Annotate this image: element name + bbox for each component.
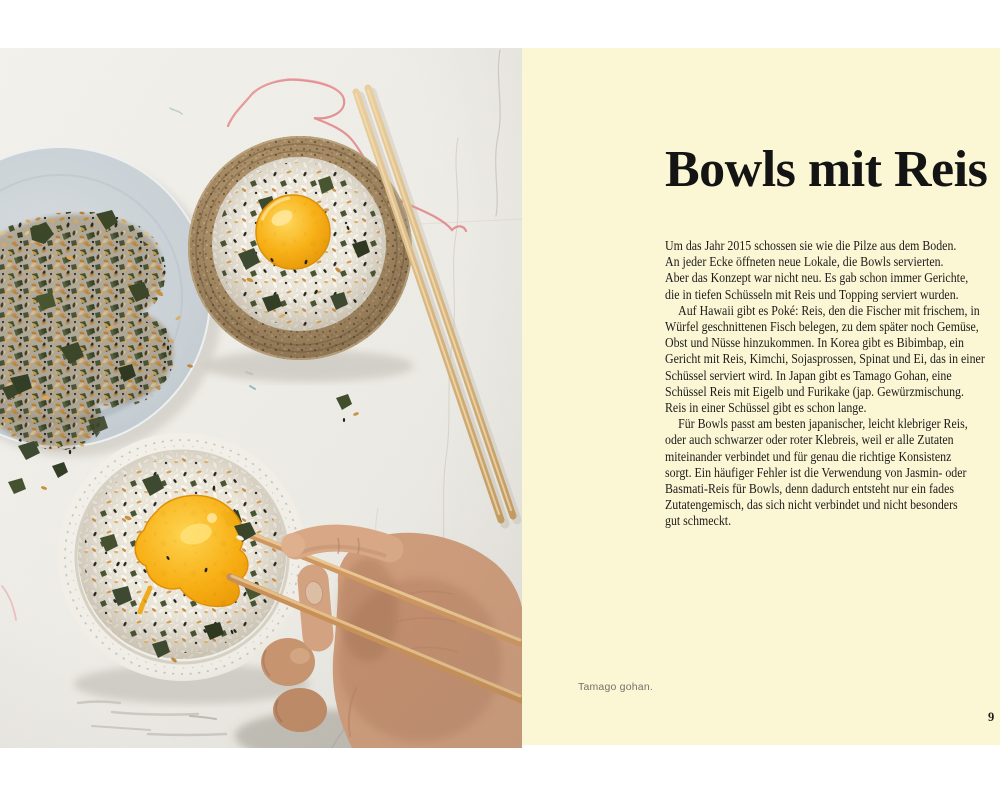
body-line: Würfel geschnittenen Fisch belegen, zu dem später noch Gemüse, (665, 319, 979, 335)
body-line: Auf Hawaii gibt es Poké: Reis, den die Fischer mit frischem, in (678, 302, 980, 318)
body-line: Aber das Konzept war nicht neu. Es gab schon immer Gerichte, (665, 270, 969, 286)
photo-caption: Tamago gohan. (578, 681, 653, 693)
body-line: Zutatengemisch, das sich nicht verbindet und nicht besonders (665, 497, 958, 513)
body-line: Basmati-Reis für Bowls, denn dadurch entsteht nur ein fades (665, 481, 955, 497)
page-number: 9 (988, 710, 995, 724)
body-line: die in tiefen Schüsseln mit Reis und Topping serviert wurden. (665, 286, 959, 302)
body-line: An jeder Ecke öffneten neue Lokale, die Bowls servierten. (665, 254, 944, 270)
body-line: Gericht mit Reis, Kimchi, Sojasprossen, Spinat und Ei, das in einer (665, 351, 985, 367)
body-line: miteinander verbindet und für genau die richtige Konsistenz (665, 448, 952, 464)
body-line: Schüssel serviert wird. In Japan gibt es Tamago Gohan, eine (665, 367, 952, 383)
body-line: gut schmeckt. (665, 513, 732, 529)
body-line: Obst und Nüsse hinzukommen. In Korea gibt es Bibimbap, ein (665, 335, 964, 351)
body-line: Reis in einer Schüssel gibt es schon lange. (665, 400, 867, 416)
food-photo (0, 48, 522, 748)
text-page (522, 48, 1000, 745)
body-line: Schüssel Reis mit Eigelb und Furikake (jap. Gewürzmischung. (665, 383, 964, 399)
body-line: sorgt. Ein häufiger Fehler ist die Verwendung von Jasmin- oder (665, 464, 967, 480)
body-line: oder auch schwarzer oder roter Klebreis, weil er alle Zutaten (665, 432, 954, 448)
body-line: Um das Jahr 2015 schossen sie wie die Pilze aus dem Boden. (665, 238, 957, 253)
page-title: Bowls mit Reis (665, 141, 988, 198)
body-line: Für Bowls passt am besten japanischer, leicht klebriger Reis, (678, 416, 968, 432)
article-body (665, 238, 1000, 530)
photo-page (0, 48, 522, 748)
